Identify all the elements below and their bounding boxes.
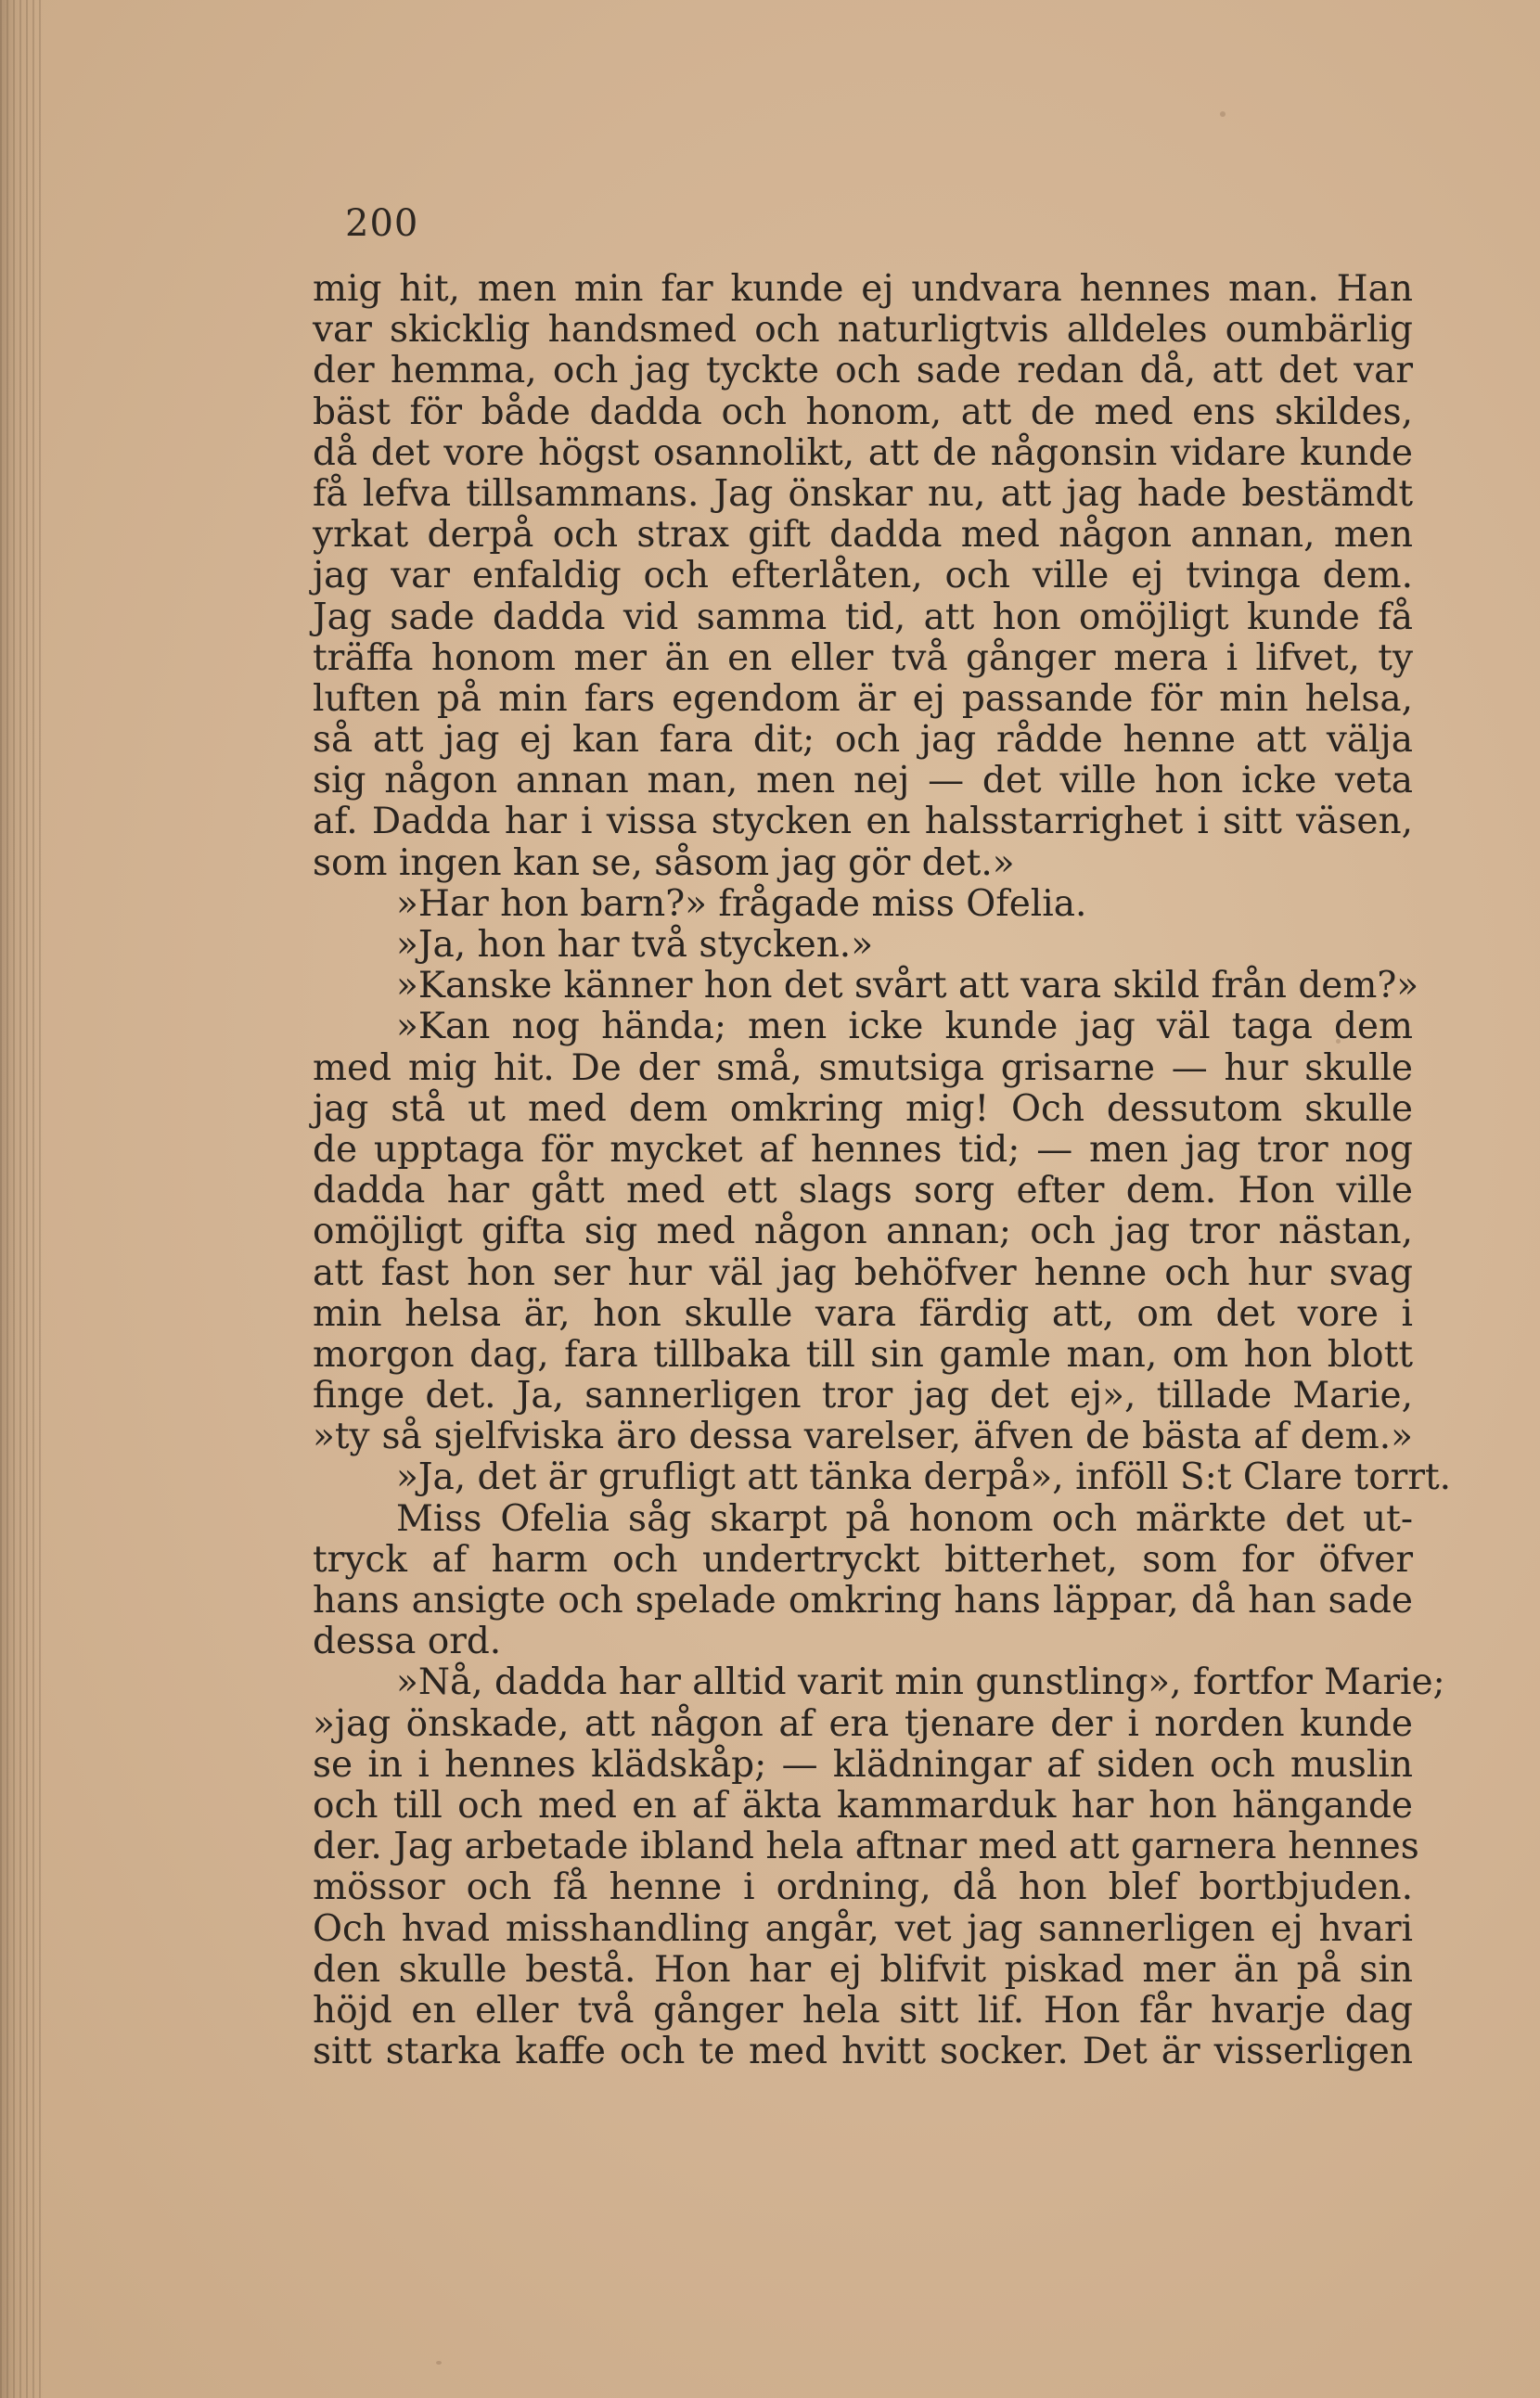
text-line: den skulle bestå. Hon har ej blifvit piskad mer än på sin [313,1948,1413,1991]
text-line: att fast hon ser hur väl jag behöfver henne och hur svag [313,1251,1413,1294]
text-line: som ingen kan se, såsom jag gör det.» [313,841,1015,884]
body-text [313,268,1452,2073]
text-line: sig någon annan man, men nej — det ville hon icke veta [313,760,1413,802]
text-line: min helsa är, hon skulle vara färdig att, om det vore i [313,1292,1413,1335]
text-line: »Ja, hon har två stycken.» [396,924,874,966]
text-line: och till och med en af äkta kammarduk har hon hängande [313,1784,1413,1827]
paper-stain [1220,111,1226,117]
text-line: der hemma, och jag tyckte och sade redan då, att det var [313,350,1413,392]
text-line: luften på min fars egendom är ej passande för min helsa, [313,677,1413,720]
text-line: »Nå, dadda har alltid varit min gunstling», fortfor Marie; [396,1661,1445,1704]
text-line: så att jag ej kan fara dit; och jag rådde henne att välja [313,719,1413,762]
text-line: de upptaga för mycket af hennes tid; — men jag tror nog [313,1128,1413,1171]
text-line: mig hit, men min far kunde ej undvara hennes man. Han [313,268,1413,310]
text-line: »Ja, det är grufligt att tänka derpå», inföll S:t Clare torrt. [396,1456,1452,1499]
text-line: af. Dadda har i vissa stycken en halsstarrighet i sitt väsen, [313,801,1413,843]
text-line: der. Jag arbetade ibland hela aftnar med att garnera hennes [313,1826,1419,1868]
text-line: träffa honom mer än en eller två gånger mera i lifvet, ty [313,636,1413,679]
text-line: Och hvad misshandling angår, vet jag sannerligen ej hvari [313,1907,1413,1950]
text-line: dadda har gått med ett slags sorg efter dem. Hon ville [313,1170,1413,1212]
text-line: höjd en eller två gånger hela sitt lif. Hon får hvarje dag [313,1989,1413,2032]
text-line: få lefva tillsammans. Jag önskar nu, att jag hade bestämdt [313,472,1413,515]
paper-stain [436,2361,442,2365]
text-line: Jag sade dadda vid samma tid, att hon omöjligt kunde få [313,596,1413,638]
page-gutter [0,0,41,2398]
text-line: med mig hit. De der små, smutsiga grisarne — hur skulle [313,1046,1413,1089]
text-line: dessa ord. [313,1621,502,1663]
text-line: morgon dag, fara tillbaka till sin gamle man, om hon blott [313,1333,1413,1376]
text-line: var skicklig handsmed och naturligtvis alldeles oumbärlig [313,309,1413,352]
text-line: yrkat derpå och strax gift dadda med någon annan, men [313,514,1413,557]
text-line: omöjligt gifta sig med någon annan; och jag tror nästan, [313,1211,1413,1253]
text-line: hans ansigte och spelade omkring hans läppar, då han sade [313,1580,1413,1622]
text-line: bäst för både dadda och honom, att de med ens skildes, [313,391,1413,433]
text-line: se in i hennes klädskåp; — klädningar af siden och muslin [313,1743,1413,1786]
text-line: tryck af harm och undertryckt bitterhet, som for öfver [313,1538,1413,1581]
text-line: »Kanske känner hon det svårt att vara skild från dem?» [396,965,1419,1007]
text-line: jag stå ut med dem omkring mig! Och dessutom skulle [313,1087,1413,1130]
text-line: »Har hon barn?» frågade miss Ofelia. [396,882,1087,925]
text-line: finge det. Ja, sannerligen tror jag det ej», tillade Marie, [313,1375,1413,1417]
text-line: sitt starka kaffe och te med hvitt socker. Det är visserligen [313,2031,1413,2073]
text-line: »Kan nog hända; men icke kunde jag väl taga dem [396,1006,1413,1048]
text-line: då det vore högst osannolikt, att de någonsin vidare kunde [313,431,1413,474]
text-line: »ty så sjelfviska äro dessa varelser, äfven de bästa af dem.» [313,1416,1413,1458]
page-number: 200 [345,202,419,245]
text-line: jag var enfaldig och efterlåten, och ville ej tvinga dem. [313,555,1413,597]
text-line: »jag önskade, att någon af era tjenare der i norden kunde [313,1702,1413,1745]
text-line: Miss Ofelia såg skarpt på honom och märkte det ut- [396,1497,1413,1540]
text-line: mössor och få henne i ordning, då hon blef bortbjuden. [313,1866,1413,1909]
